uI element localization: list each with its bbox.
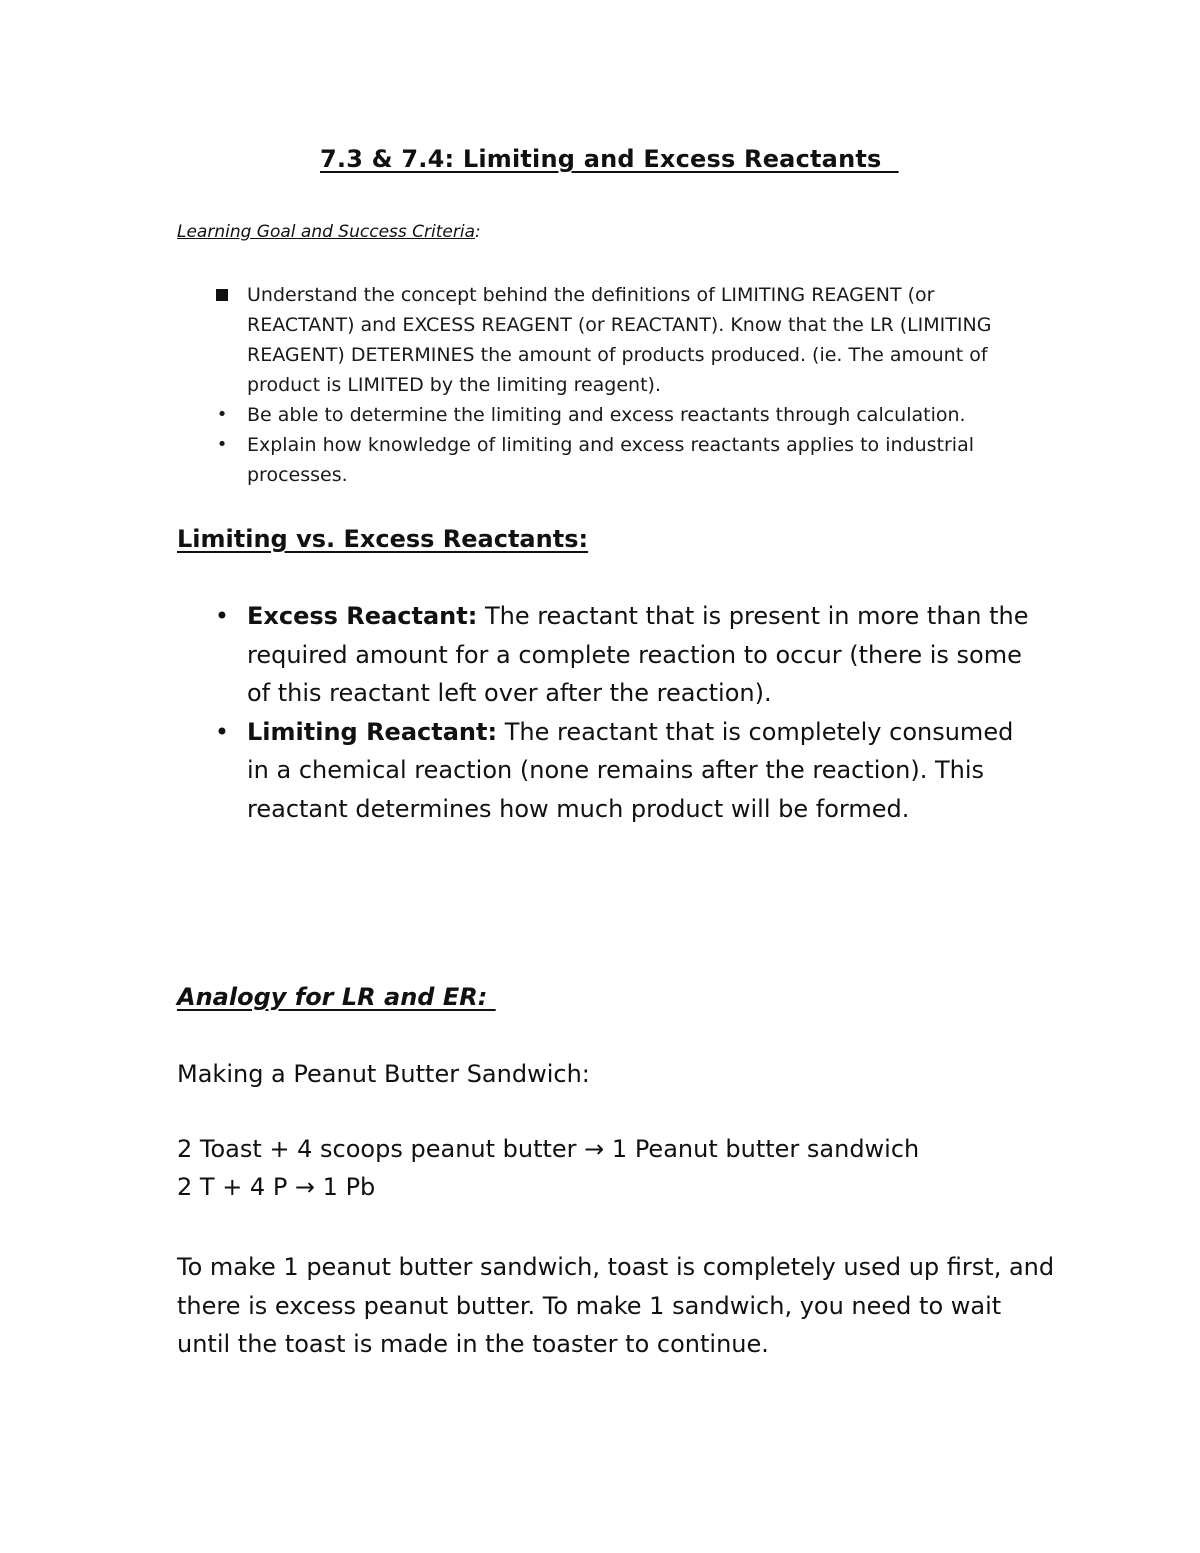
square-bullet-icon (212, 280, 232, 310)
analogy-explanation: To make 1 peanut butter sandwich, toast is completely used up first, and there is excess peanut butter. To make 1 sandwich, you need to wait until the toast is made in the toaster to continue. (177, 1253, 1055, 1358)
equation-words: 2 Toast + 4 scoops peanut butter → 1 Peanut butter sandwich (177, 1135, 920, 1163)
definition-excess-reactant (177, 597, 1037, 713)
analogy-intro: Making a Peanut Butter Sandwich: (177, 1060, 590, 1088)
bullet-icon: • (216, 404, 228, 425)
criteria-text: Be able to determine the limiting and excess reactants through calculation. (247, 404, 966, 426)
list-item (177, 400, 1037, 430)
page-title: 7.3 & 7.4: Limiting and Excess Reactants (320, 145, 899, 173)
definition-term: Limiting Reactant: (247, 717, 498, 746)
definition-text: The reactant that is completely consumed in a chemical reaction (none remains after the reaction). This reactant determines how much product will be formed. (247, 717, 1014, 823)
criteria-text: Understand the concept behind the definitions of LIMITING REAGENT (or REACTANT) and EXCESS REAGENT (or REACTANT). Know that the LR (LIMITING REAGENT) DETERMINES the amount of products produced. (ie. The amount of product is LIMITED by the limiting reagent). (247, 284, 992, 396)
definition-text: The reactant that is present in more than the required amount for a complete reaction to occur (there is some of this reactant left over after the reaction). (247, 602, 1029, 707)
bullet-icon: • (214, 717, 230, 746)
analogy-heading: Analogy for LR and ER: (177, 983, 496, 1011)
definition-term: Excess Reactant: (247, 602, 478, 630)
bullet-icon: • (214, 602, 230, 630)
list-item (177, 430, 1037, 490)
definition-limiting-reactant (177, 713, 1037, 829)
criteria-text: Explain how knowledge of limiting and excess reactants applies to industrial processes. (247, 434, 975, 486)
definitions-list (177, 597, 1037, 828)
equation-symbols: 2 T + 4 P → 1 Pb (177, 1173, 376, 1201)
list-item (177, 280, 1037, 400)
limiting-vs-excess-heading: Limiting vs. Excess Reactants: (177, 525, 589, 553)
bullet-icon: • (216, 434, 228, 455)
learning-goal-heading (177, 222, 481, 242)
learning-goal-heading-colon: : (474, 222, 481, 242)
success-criteria-list (177, 280, 1037, 490)
learning-goal-heading-text: Learning Goal and Success Criteria (177, 222, 475, 242)
